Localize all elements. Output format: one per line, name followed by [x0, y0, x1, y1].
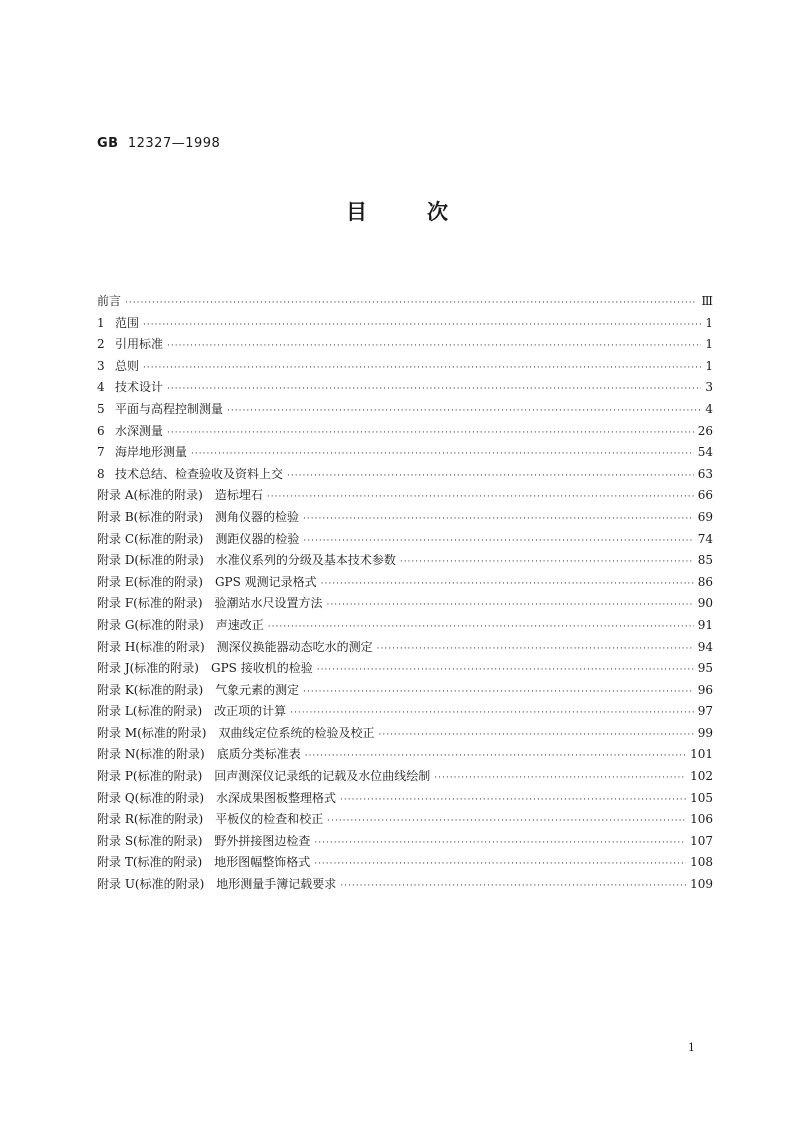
toc-entry[interactable]	[97, 291, 713, 313]
toc-entry-page: 90	[697, 596, 713, 611]
toc-entry[interactable]	[97, 809, 713, 831]
toc-entry-page: 107	[690, 833, 713, 848]
toc-dot-leader	[125, 293, 697, 313]
toc-entry-subtitle: 回声测深仪记录纸的记载及水位曲线绘制	[214, 769, 431, 784]
toc-entry[interactable]	[97, 334, 713, 356]
toc-entry-page: 1	[705, 358, 713, 373]
toc-entry-subtitle: 改正项的计算	[214, 704, 287, 719]
toc-dot-leader	[303, 509, 694, 529]
toc-entry-page: 105	[690, 790, 713, 805]
toc-entry-subtitle: 野外拼接图边检查	[214, 833, 311, 848]
toc-entry-number: 6	[97, 423, 105, 438]
toc-entry-title: 引用标准	[115, 337, 164, 352]
toc-entry[interactable]	[97, 680, 713, 702]
toc-entry-title: 附录 H(标准的附录)	[97, 639, 205, 654]
toc-dot-leader	[303, 682, 694, 702]
toc-dot-leader	[191, 444, 694, 464]
toc-entry-label	[97, 507, 299, 529]
toc-entry-page: 85	[697, 553, 713, 568]
toc-entry-subtitle: 平板仪的检查和校正	[215, 812, 324, 827]
toc-entry-page: 106	[690, 812, 713, 827]
toc-entry[interactable]	[97, 507, 713, 529]
toc-entry-label	[97, 788, 336, 810]
toc-entry-title: 附录 P(标准的附录)	[97, 769, 203, 784]
toc-dot-leader	[327, 595, 694, 615]
toc-entry[interactable]	[97, 399, 713, 421]
toc-entry-label	[97, 658, 313, 680]
toc-dot-leader	[378, 725, 693, 745]
toc-entry-page: 109	[690, 877, 713, 892]
toc-entry[interactable]	[97, 874, 713, 896]
toc-entry-subtitle: GPS 接收机的检验	[211, 661, 313, 676]
toc-entry-subtitle: 验潮站水尺设置方法	[214, 596, 323, 611]
toc-entry-number: 5	[97, 401, 105, 416]
toc-entry-title: 附录 F(标准的附录)	[97, 596, 203, 611]
toc-entry-subtitle: 测深仪换能器动态吃水的测定	[216, 639, 373, 654]
toc-dot-leader	[327, 811, 686, 831]
toc-entry-page: 102	[690, 769, 713, 784]
toc-entry-title: 范围	[115, 315, 140, 330]
toc-entry-title: 平面与高程控制测量	[115, 401, 224, 416]
toc-entry-label	[97, 680, 299, 702]
toc-entry-page: 1	[705, 315, 713, 330]
toc-entry-title: 总则	[115, 358, 140, 373]
toc-entry-title: 附录 E(标准的附录)	[97, 574, 203, 589]
toc-entry-page: 99	[697, 725, 713, 740]
toc-entry[interactable]	[97, 852, 713, 874]
toc-entry-title: 技术设计	[115, 380, 164, 395]
toc-entry[interactable]	[97, 529, 713, 551]
toc-entry-title: 附录 N(标准的附录)	[97, 747, 205, 762]
toc-entry-page: 63	[697, 466, 713, 481]
toc-entry-subtitle: 造标埋石	[214, 488, 263, 503]
toc-entry[interactable]	[97, 701, 713, 723]
toc-entry-subtitle: 水准仪系列的分级及基本技术参数	[215, 553, 396, 568]
page-title: 目次	[346, 200, 508, 224]
toc-entry[interactable]	[97, 485, 713, 507]
toc-entry[interactable]	[97, 421, 713, 443]
toc-entry[interactable]	[97, 615, 713, 637]
toc-entry-label	[97, 399, 223, 421]
toc-dot-leader	[377, 639, 694, 659]
toc-entry[interactable]	[97, 442, 713, 464]
toc-entry-number: 8	[97, 466, 105, 481]
toc-entry-subtitle: 测距仪器的检验	[215, 531, 300, 546]
toc-entry-label	[97, 852, 310, 874]
toc-entry-label	[97, 313, 139, 335]
toc-dot-leader	[314, 854, 686, 874]
toc-dot-leader	[267, 487, 694, 507]
toc-entry-title: 水深测量	[115, 423, 164, 438]
toc-entry-number: 7	[97, 445, 105, 460]
toc-dot-leader	[434, 768, 686, 788]
toc-entry-page: 4	[705, 401, 713, 416]
toc-dot-leader	[167, 336, 701, 356]
toc-entry-subtitle: 声速改正	[215, 617, 264, 632]
toc-entry-page: 97	[697, 704, 713, 719]
toc-dot-leader	[305, 746, 686, 766]
toc-entry-page: 74	[697, 531, 713, 546]
toc-entry[interactable]	[97, 766, 713, 788]
toc-entry-page: Ⅲ	[701, 294, 713, 308]
toc-entry-label	[97, 593, 323, 615]
toc-entry-title: 附录 U(标准的附录)	[97, 877, 205, 892]
toc-entry-page: 3	[705, 380, 713, 395]
toc-entry-subtitle: GPS 观测记录格式	[214, 574, 317, 589]
toc-dot-leader	[314, 833, 686, 853]
toc-entry-subtitle: 双曲线定位系统的检验及校正	[218, 725, 375, 740]
toc-entry-title: 附录 A(标准的附录)	[97, 488, 203, 503]
toc-entry-label	[97, 701, 286, 723]
table-of-contents	[97, 291, 713, 896]
toc-entry-title: 附录 Q(标准的附录)	[97, 790, 205, 805]
toc-entry-label	[97, 809, 323, 831]
toc-entry-title: 前言	[97, 294, 122, 308]
toc-entry-label	[97, 874, 336, 896]
toc-dot-leader	[290, 703, 694, 723]
toc-entry-page: 26	[697, 423, 713, 438]
toc-entry-title: 附录 R(标准的附录)	[97, 812, 204, 827]
toc-dot-leader	[167, 423, 694, 443]
toc-entry[interactable]	[97, 313, 713, 335]
toc-entry-title: 附录 K(标准的附录)	[97, 682, 204, 697]
toc-entry-label	[97, 766, 430, 788]
toc-entry-label	[97, 485, 263, 507]
toc-entry[interactable]	[97, 550, 713, 572]
toc-dot-leader	[340, 876, 686, 896]
toc-entry-title: 附录 D(标准的附录)	[97, 553, 204, 568]
toc-entry[interactable]	[97, 658, 713, 680]
toc-entry-page: 69	[697, 509, 713, 524]
toc-dot-leader	[317, 660, 694, 680]
toc-entry-label	[97, 464, 283, 486]
toc-entry-title: 附录 B(标准的附录)	[97, 509, 203, 524]
toc-entry-page: 1	[705, 337, 713, 352]
toc-entry-subtitle: 地形图幅整饰格式	[214, 855, 311, 870]
toc-entry-label	[97, 723, 374, 745]
toc-dot-leader	[303, 531, 693, 551]
toc-entry-title: 附录 J(标准的附录)	[97, 661, 199, 676]
standard-code	[97, 136, 220, 151]
toc-entry[interactable]	[97, 744, 713, 766]
toc-entry-label	[97, 831, 310, 853]
toc-entry-page: 101	[690, 747, 713, 762]
toc-dot-leader	[340, 790, 686, 810]
toc-entry[interactable]	[97, 377, 713, 399]
toc-dot-leader	[400, 552, 694, 572]
toc-dot-leader	[321, 574, 694, 594]
toc-entry-subtitle: 水深成果图板整理格式	[216, 790, 337, 805]
toc-entry-subtitle: 地形测量手簿记载要求	[216, 877, 337, 892]
toc-entry[interactable]	[97, 637, 713, 659]
toc-entry[interactable]	[97, 464, 713, 486]
toc-entry-label	[97, 421, 163, 443]
toc-entry-label	[97, 572, 317, 594]
toc-entry-label	[97, 442, 187, 464]
toc-entry-label	[97, 637, 373, 659]
toc-entry-number: 4	[97, 380, 105, 395]
toc-entry-page: 96	[697, 682, 713, 697]
toc-entry[interactable]	[97, 831, 713, 853]
toc-entry-label	[97, 550, 396, 572]
toc-entry-number: 2	[97, 337, 105, 352]
toc-entry-label	[97, 529, 299, 551]
toc-entry-title: 附录 M(标准的附录)	[97, 725, 207, 740]
toc-entry[interactable]	[97, 356, 713, 378]
toc-entry-page: 54	[697, 445, 713, 460]
toc-entry-label	[97, 334, 163, 356]
toc-entry-page: 95	[697, 661, 713, 676]
toc-entry-label	[97, 615, 264, 637]
toc-dot-leader	[167, 379, 701, 399]
standard-number: 12327—1998	[127, 136, 221, 151]
toc-entry-subtitle: 测角仪器的检验	[215, 509, 300, 524]
toc-entry[interactable]	[97, 788, 713, 810]
toc-entry-number: 3	[97, 358, 105, 373]
toc-dot-leader	[143, 315, 701, 335]
page-number: 1	[688, 1041, 695, 1054]
toc-entry-label	[97, 356, 139, 378]
toc-entry-title: 技术总结、检查验收及资料上交	[115, 466, 284, 481]
toc-entry[interactable]	[97, 572, 713, 594]
toc-dot-leader	[227, 401, 701, 421]
toc-entry[interactable]	[97, 593, 713, 615]
toc-entry-title: 附录 L(标准的附录)	[97, 704, 203, 719]
toc-entry-subtitle: 气象元素的测定	[215, 682, 300, 697]
toc-entry-title: 附录 G(标准的附录)	[97, 617, 204, 632]
toc-entry-title: 附录 T(标准的附录)	[97, 855, 203, 870]
toc-entry-page: 86	[697, 574, 713, 589]
toc-entry-page: 91	[697, 617, 713, 632]
toc-entry-title: 海岸地形测量	[115, 445, 188, 460]
toc-entry-label	[97, 377, 163, 399]
toc-entry-title: 附录 C(标准的附录)	[97, 531, 204, 546]
toc-entry-page: 66	[697, 488, 713, 503]
standard-prefix: GB	[97, 136, 119, 151]
toc-entry-label	[97, 291, 121, 313]
toc-entry-label	[97, 744, 301, 766]
toc-dot-leader	[143, 358, 701, 378]
toc-entry-page: 108	[690, 855, 713, 870]
toc-dot-leader	[268, 617, 694, 637]
toc-entry-title: 附录 S(标准的附录)	[97, 833, 203, 848]
toc-entry[interactable]	[97, 723, 713, 745]
toc-dot-leader	[287, 466, 694, 486]
toc-entry-page: 94	[697, 639, 713, 654]
toc-entry-subtitle: 底质分类标准表	[216, 747, 301, 762]
toc-entry-number: 1	[97, 315, 105, 330]
